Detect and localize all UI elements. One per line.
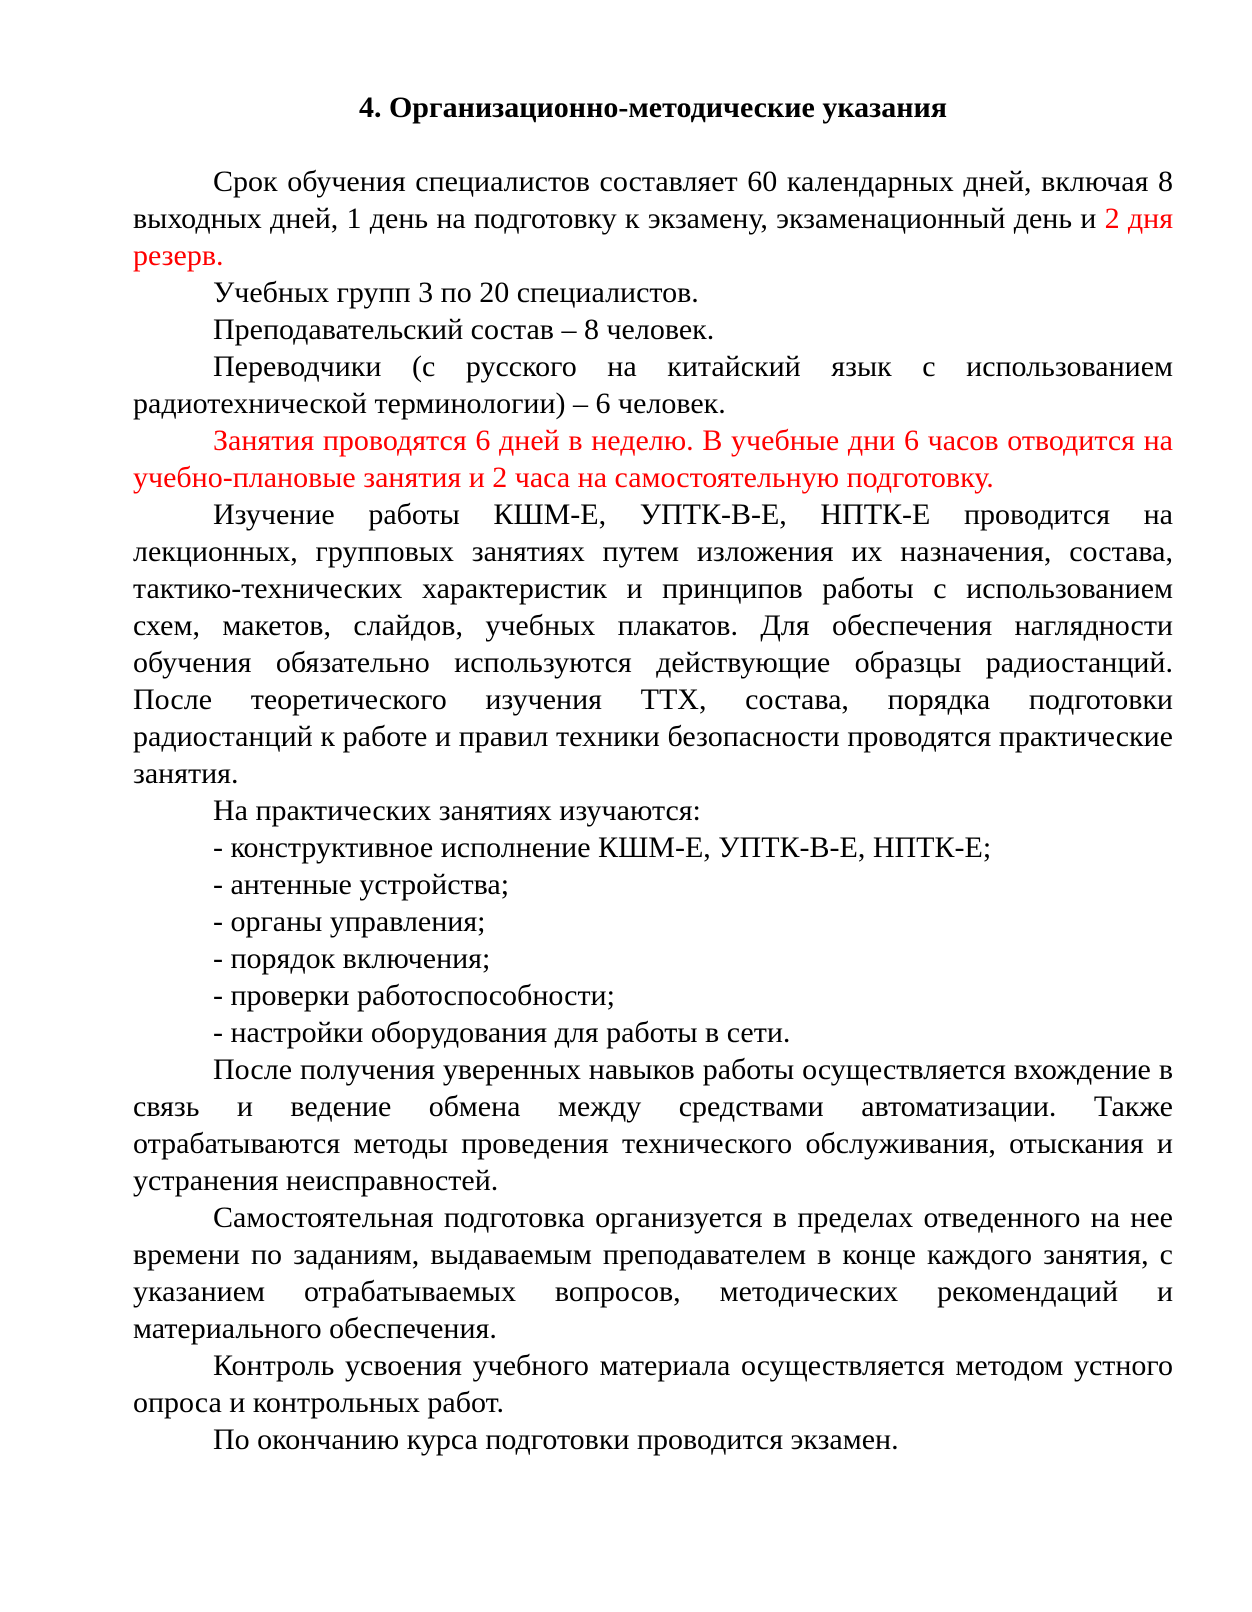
paragraph-control: Контроль усвоения учебного материала осуществляется методом устного опроса и контрольных работ. — [133, 1349, 1173, 1419]
list-item-power-on: - порядок включения; — [213, 942, 491, 975]
training-duration-text: Срок обучения специалистов составляет 60 календарных дней, включая 8 выходных дней, 1 день на подготовку к экзамену, экзаменационный день и — [133, 165, 1173, 235]
paragraph-practical-intro: На практических занятиях изучаются: — [213, 794, 701, 827]
paragraph-translators: Переводчики (с русского на китайский язык с использованием радиотехнической терминологии) – 6 человек. — [133, 350, 1173, 420]
list-item-antennas: - антенные устройства; — [213, 868, 510, 901]
list-item-network-setup: - настройки оборудования для работы в сети. — [213, 1016, 791, 1049]
paragraph-schedule-red: Занятия проводятся 6 дней в неделю. В учебные дни 6 часов отводится на учебно-плановые занятия и 2 часа на самостоятельную подготовку. — [133, 424, 1173, 494]
list-item-controls: - органы управления; — [213, 905, 486, 938]
paragraph-training-duration — [133, 163, 1173, 274]
list-item-checks: - проверки работоспособности; — [213, 979, 615, 1012]
list-item-construction: - конструктивное исполнение КШМ-Е, УПТК-В-Е, НПТК-Е; — [213, 831, 992, 864]
paragraph-skills: После получения уверенных навыков работы осуществляется вхождение в связь и ведение обмена между средствами автоматизации. Также отрабатываются методы проведения технического обслуживания, отыскания и устранения неисправностей. — [133, 1053, 1173, 1197]
paragraph-exam: По окончанию курса подготовки проводится экзамен. — [213, 1423, 899, 1456]
paragraph-self-study: Самостоятельная подготовка организуется в пределах отведенного на нее времени по заданиям, выдаваемым преподавателем в конце каждого занятия, с указанием отрабатываемых вопросов, методических рекомендаций и материального обеспечения. — [133, 1201, 1173, 1345]
paragraph-groups: Учебных групп 3 по 20 специалистов. — [213, 276, 699, 309]
reserve-days-red-text: 2 дня резерв. — [133, 202, 1173, 272]
paragraph-study-method: Изучение работы КШМ-Е, УПТК-В-Е, НПТК-Е проводится на лекционных, групповых занятиях путем изложения их назначения, состава, тактико-технических характеристик и принципов работы с использованием схем, макетов, слайдов, учебных плакатов. Для обеспечения наглядности обучения обязательно используются действующие образцы радиостанций. После теоретического изучения ТТХ, состава, порядка подготовки радиостанций к работе и правил техники безопасности проводятся практические занятия. — [133, 498, 1173, 790]
paragraph-teachers: Преподавательский состав – 8 человек. — [213, 313, 715, 346]
document-title: 4. Организационно-методические указания — [358, 91, 948, 124]
document-content — [133, 89, 1173, 1458]
